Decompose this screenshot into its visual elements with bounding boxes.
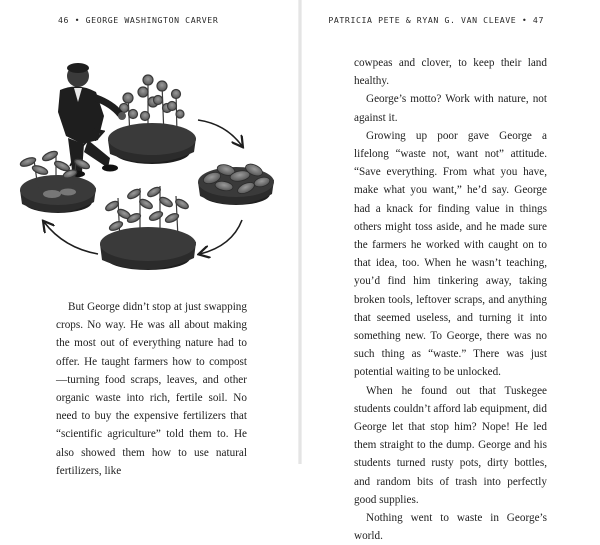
left-running-head: 46 • GEORGE WASHINGTON CARVER — [58, 15, 219, 25]
right-page — [300, 0, 600, 543]
plot-bed-left — [19, 149, 96, 213]
paragraph: Growing up poor gave George a lifelong “waste not, want not” attitude. “Save everything. From what you have, make what you want,” he’d say. George had a knack for finding value in things others might toss aside, and he made sure the farmers he worked with caught on to that idea, too. When he wasn’t teaching, you’d find him tinkering away, taking broken tools, leftover scraps, and anything that seemed useless, and turning it into something new. To George, there was no such thing as “waste.” There was just potential waiting to be unlocked. — [354, 129, 547, 379]
paragraph: George’s motto? Work with nature, not against it. — [354, 93, 547, 124]
plot-bed-bottom — [100, 185, 196, 270]
paragraph: But George didn’t stop at just swapping crops. No way. He was all about making the most out of everything nature had to offer. He taught farmers how to compost—turning food scraps, leaves, and other organic waste into rich, fertile soil. No need to buy the expensive fertilizers that “scientific agriculture” told them to. He also showed them how to use natural fertilizers, like — [56, 301, 247, 477]
george-figure — [58, 63, 126, 178]
left-body-text — [56, 298, 247, 480]
paragraph: When he found out that Tuskegee students couldn’t afford lab equipment, did George let that stop him? Nope! He led them straight to the dump. George and his students turned rusty pots, dirty bottles, and random bits of trash into perfectly good supplies. — [354, 384, 547, 506]
crop-rotation-illustration — [12, 42, 282, 282]
right-running-head: PATRICIA PETE & RYAN G. VAN CLEAVE • 47 — [328, 15, 544, 25]
plot-bed-right — [198, 162, 274, 205]
paragraph: cowpeas and clover, to keep their land healthy. — [354, 57, 547, 88]
right-body-text — [354, 54, 547, 545]
paragraph: Nothing went to waste in George’s world. — [354, 512, 547, 543]
left-page — [0, 0, 300, 477]
